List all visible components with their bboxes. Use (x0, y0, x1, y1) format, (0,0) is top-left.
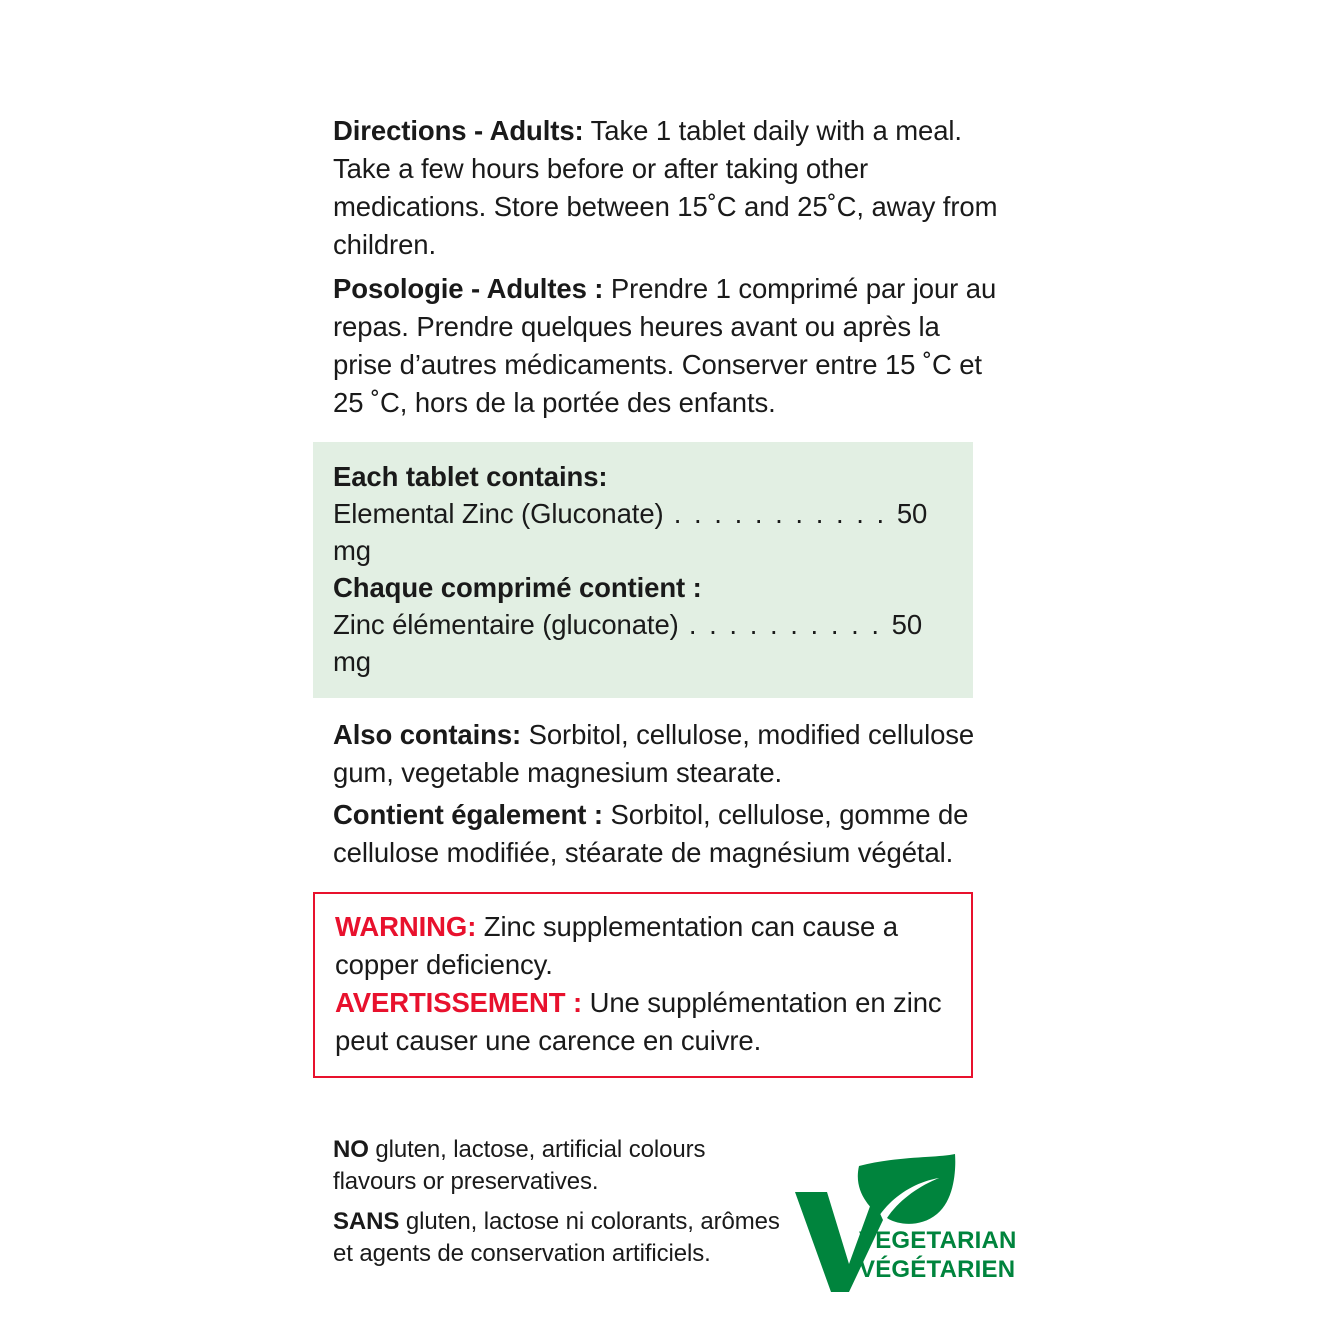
directions-fr-heading: Posologie - Adultes : (333, 273, 604, 304)
supplement-en-ingredient: Elemental Zinc (Gluconate) (333, 498, 664, 529)
posologie-section (333, 270, 1001, 422)
directions-en (333, 112, 1001, 264)
vegetarian-logo-text (859, 1226, 1017, 1284)
directions-fr (333, 270, 1001, 422)
supplement-fr-ingredient: Zinc élémentaire (gluconate) (333, 609, 679, 640)
product-label-panel (333, 112, 1017, 1302)
directions-fr-body: Prendre 1 comprimé par jour au repas. Prendre quelques heures avant ou après la prise d’autres médicaments. Conserver entre 15 ˚C et 25 ˚C, hors de la portée des enfants. (333, 273, 997, 418)
vegetarian-logo-line2: VÉGÉTARIEN (859, 1256, 1016, 1283)
supplement-en-amount: 50 mg (333, 498, 928, 566)
supplement-fr-row (333, 606, 953, 680)
free-from-en-body: gluten, lactose, artificial colours flavours or preservatives. (333, 1136, 706, 1195)
supplement-en-row (333, 495, 953, 569)
supplement-fr-amount: 50 mg (333, 609, 923, 677)
warning-fr-body: Une supplémentation en zinc peut causer une carence en cuivre. (335, 987, 942, 1056)
warning-en-body: Zinc supplementation can cause a copper deficiency. (335, 911, 898, 980)
also-contains-en (333, 716, 1001, 792)
also-contains-fr-heading: Contient également : (333, 799, 603, 830)
supplement-fr-dots: . . . . . . . . . . (678, 609, 892, 640)
warning-en (335, 908, 951, 984)
free-from-fr (333, 1206, 787, 1270)
warning-en-word: WARNING: (335, 911, 477, 942)
warning-fr-word: AVERTISSEMENT : (335, 987, 583, 1018)
supplement-facts-panel (313, 442, 973, 698)
also-contains-fr-body: Sorbitol, cellulose, gomme de cellulose modifiée, stéarate de magnésium végétal. (333, 799, 969, 868)
warning-box (313, 892, 973, 1078)
free-from-en (333, 1134, 787, 1198)
footer-section (333, 1134, 1017, 1302)
free-from-fr-body: gluten, lactose ni colorants, arômes et agents de conservation artificiels. (333, 1208, 780, 1267)
free-from-fr-prefix: SANS (333, 1208, 400, 1235)
directions-en-heading: Directions - Adults: (333, 115, 584, 146)
free-from-en-prefix: NO (333, 1136, 369, 1163)
vegetarian-logo (787, 1152, 1017, 1302)
also-contains-en-body: Sorbitol, cellulose, modified cellulose gum, vegetable magnesium stearate. (333, 719, 975, 788)
free-from-text (333, 1134, 787, 1270)
directions-section (333, 112, 1001, 264)
directions-en-body: Take 1 tablet daily with a meal. Take a few hours before or after taking other medications. Store between 15˚C and 25˚C, away from children. (333, 115, 998, 260)
also-contains-section (333, 716, 1001, 872)
supplement-fr-heading: Chaque comprimé contient : (333, 572, 702, 603)
also-contains-en-heading: Also contains: (333, 719, 522, 750)
warning-fr (335, 984, 951, 1060)
vegetarian-logo-line1: VEGETARIAN (859, 1227, 1017, 1254)
also-contains-fr (333, 796, 1001, 872)
supplement-en-heading: Each tablet contains: (333, 461, 608, 492)
supplement-en-dots: . . . . . . . . . . . (663, 498, 897, 529)
